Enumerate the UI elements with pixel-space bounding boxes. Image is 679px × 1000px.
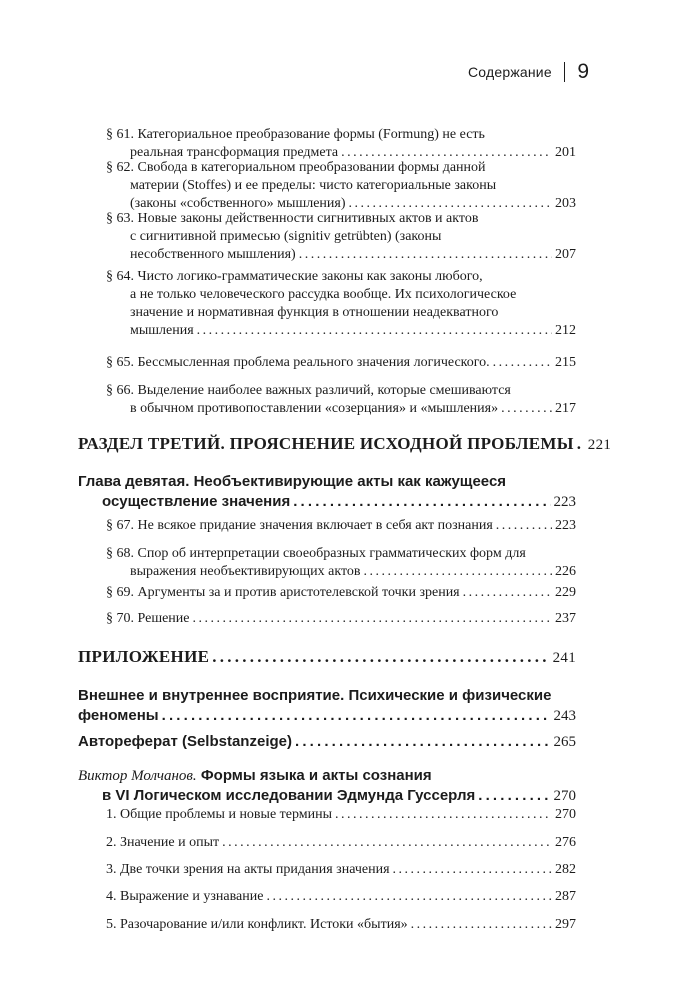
- toc-entry-line: § 70. Решение: [106, 611, 190, 626]
- toc-page-number: 203: [555, 196, 576, 211]
- dot-leader: [197, 322, 552, 340]
- toc-entry-section-62[interactable]: [106, 159, 576, 213]
- toc-page-number: 217: [555, 401, 576, 416]
- toc-page-number: 226: [555, 564, 576, 579]
- toc-page-number: 221: [587, 437, 612, 453]
- toc-entry-molchanov-3[interactable]: [106, 861, 576, 879]
- toc-chapter-line: Автореферат (Selbstanzeige): [78, 733, 292, 750]
- toc-page-number: 201: [555, 145, 576, 160]
- toc-page-number: 243: [553, 708, 576, 724]
- toc-entry-line: в обычном противопоставлении «созерцания» и «мышления»: [130, 401, 499, 416]
- dot-leader: [222, 834, 552, 852]
- toc-entry-line: реальная трансформация предмета: [130, 145, 339, 160]
- dot-leader: [411, 916, 552, 934]
- toc-entry-line: значение и нормативная функция в отношении неадекватного: [130, 305, 499, 320]
- dot-leader: [478, 786, 550, 806]
- toc-page-number: 270: [555, 807, 576, 822]
- toc-entry-line: (законы «собственного» мышления): [130, 196, 346, 211]
- toc-entry-perception[interactable]: [78, 686, 576, 726]
- toc-entry-line: мышления: [130, 323, 194, 338]
- running-head-separator: [564, 62, 566, 82]
- running-head: [468, 58, 589, 86]
- toc-entry-line: § 62. Свобода в категориальном преобразовании формы данной: [106, 160, 486, 175]
- toc-page-number: 276: [555, 835, 576, 850]
- toc-entry-line: 3. Две точки зрения на акты придания значения: [106, 862, 390, 877]
- toc-entry-line: § 68. Спор об интерпретации своеобразных грамматических форм для: [106, 546, 526, 561]
- dot-leader: [501, 400, 552, 418]
- toc-entry-line: выражения необъективирующих актов: [130, 564, 361, 579]
- toc-entry-selbstanzeige[interactable]: [78, 732, 576, 752]
- toc-entry-chapter-nine[interactable]: [78, 472, 576, 512]
- toc-entry-section-67[interactable]: [106, 517, 576, 535]
- toc-page-number: 207: [555, 247, 576, 262]
- dot-leader: [295, 732, 551, 752]
- toc-page-number: 229: [555, 585, 576, 600]
- toc-entry-line: а не только человеческого рассудка вообще. Их психологическое: [130, 287, 517, 302]
- dot-leader: [299, 246, 552, 264]
- toc-entry-line: § 63. Новые законы действенности сигнитивных актов и актов: [106, 211, 479, 226]
- toc-entry-molchanov-1[interactable]: [106, 806, 576, 824]
- dot-leader: [266, 888, 552, 906]
- toc-entry-molchanov-5[interactable]: [106, 916, 576, 934]
- dot-leader: [493, 354, 552, 372]
- toc-entry-section-66[interactable]: [106, 382, 576, 418]
- dot-leader: [162, 706, 551, 726]
- dot-leader: [212, 646, 549, 668]
- toc-entry-section-65[interactable]: [106, 354, 576, 372]
- toc-entry-line: 5. Разочарование и/или конфликт. Истоки «бытия»: [106, 917, 408, 932]
- toc-entry-section-63[interactable]: [106, 210, 576, 264]
- toc-entry-molchanov-4[interactable]: [106, 888, 576, 906]
- dot-leader: [293, 492, 550, 512]
- toc-page-number: 270: [553, 788, 576, 804]
- toc-part-title: ПРИЛОЖЕНИЕ: [78, 647, 210, 666]
- toc-entry-line: § 67. Не всякое придание значения включает в себя акт познания: [106, 518, 493, 533]
- toc-page-number: 297: [555, 917, 576, 932]
- toc-entry-line: 2. Значение и опыт: [106, 835, 220, 850]
- toc-entry-molchanov[interactable]: [78, 766, 576, 806]
- dot-leader: [335, 806, 552, 824]
- toc-page-number: 237: [555, 611, 576, 626]
- toc-entry-line: § 65. Бессмысленная проблема реального значения логического.: [106, 355, 490, 370]
- toc-page-number: 265: [553, 734, 576, 750]
- dot-leader: [364, 563, 552, 581]
- toc-entry-appendix[interactable]: [78, 646, 576, 669]
- toc-chapter-line: Формы языка и акты сознания: [196, 767, 432, 784]
- page-number: 9: [577, 60, 589, 83]
- toc-page-number: 287: [555, 889, 576, 904]
- essay-author: Виктор Молчанов.: [78, 768, 197, 784]
- toc-entry-line: § 61. Категориальное преобразование формы (Formung) не есть: [106, 127, 485, 142]
- toc-part-title: РАЗДЕЛ ТРЕТИЙ. ПРОЯСНЕНИЕ ИСХОДНОЙ ПРОБЛЕМЫ: [78, 434, 574, 453]
- dot-leader: [463, 584, 552, 602]
- toc-page-number: 215: [555, 355, 576, 370]
- toc-entry-line: материи (Stoffes) и ее пределы: чисто категориальные законы: [130, 178, 497, 193]
- toc-entry-line: § 66. Выделение наиболее важных различий, которые смешиваются: [106, 383, 511, 398]
- toc-entry-line: несобственного мышления): [130, 247, 296, 262]
- toc-chapter-line: феномены: [78, 707, 159, 724]
- toc-entry-molchanov-2[interactable]: [106, 834, 576, 852]
- toc-chapter-line: Глава девятая. Необъективирующие акты как кажущееся: [78, 473, 507, 490]
- toc-entry-section-64[interactable]: [106, 268, 576, 340]
- toc-page-number: 223: [553, 494, 576, 510]
- dot-leader: [577, 433, 585, 455]
- toc-entry-section-70[interactable]: [106, 610, 576, 628]
- toc-page-number: 223: [555, 518, 576, 533]
- dot-leader: [496, 517, 552, 535]
- toc-page-number: 241: [552, 650, 576, 666]
- running-head-title: Содержание: [467, 64, 552, 80]
- dot-leader: [393, 861, 552, 879]
- toc-chapter-line: Внешнее и внутреннее восприятие. Психические и физические: [78, 687, 552, 704]
- toc-entry-section-61[interactable]: [106, 126, 576, 162]
- toc-entry-part-three[interactable]: [78, 433, 612, 456]
- toc-page-number: 212: [555, 323, 576, 338]
- toc-entry-section-68[interactable]: [106, 545, 576, 581]
- toc-entry-line: 4. Выражение и узнавание: [106, 889, 264, 904]
- toc-chapter-line: осуществление значения: [102, 493, 291, 510]
- toc-entry-line: с сигнитивной примесью (signitiv getrübten) (законы: [130, 229, 442, 244]
- toc-page-number: 282: [555, 862, 576, 877]
- toc-chapter-line: в VI Логическом исследовании Эдмунда Гуссерля: [102, 787, 476, 804]
- toc-entry-section-69[interactable]: [106, 584, 576, 602]
- toc-entry-line: 1. Общие проблемы и новые термины: [106, 807, 333, 822]
- dot-leader: [193, 610, 552, 628]
- toc-entry-line: § 64. Чисто логико-грамматические законы как законы любого,: [106, 269, 483, 284]
- toc-entry-line: § 69. Аргументы за и против аристотелевской точки зрения: [106, 585, 460, 600]
